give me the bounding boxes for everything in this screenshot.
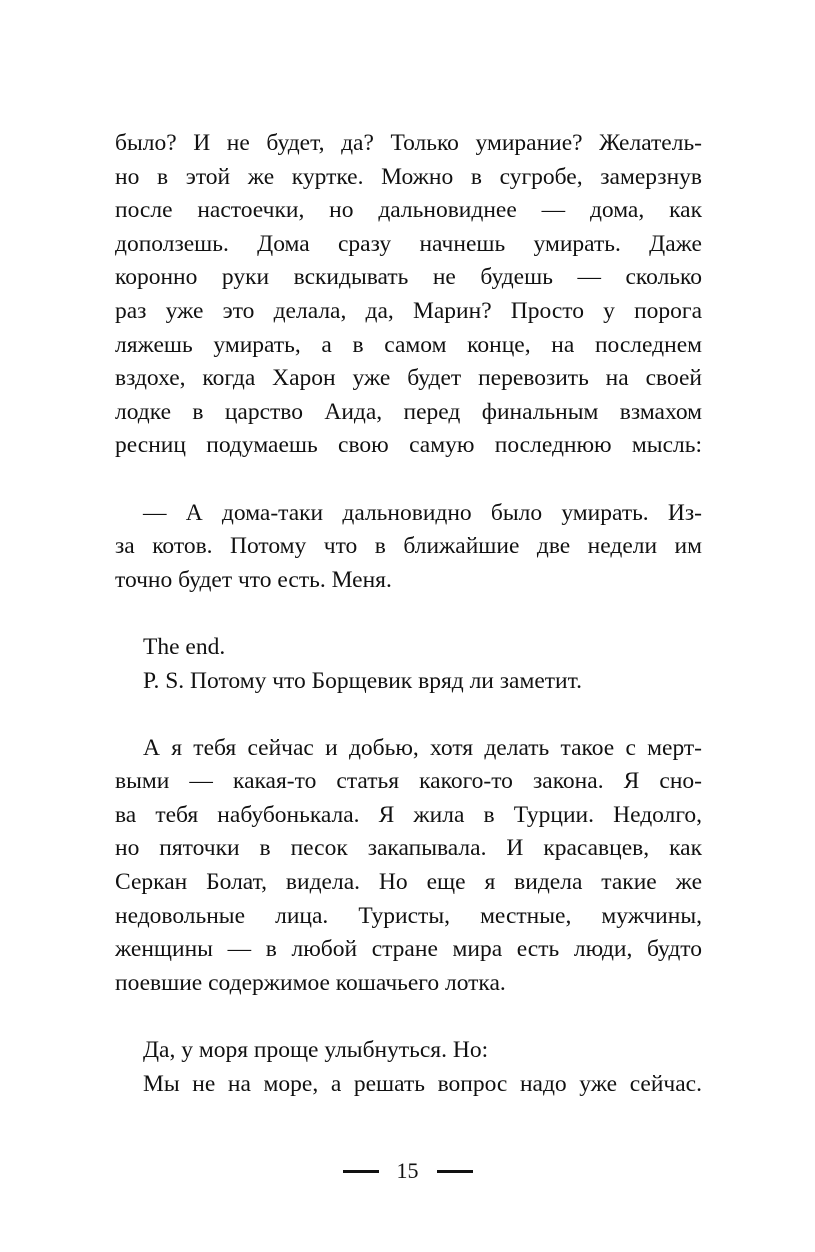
text-line: А я тебя сейчас и добью, хотя делать такое с мерт- (143, 734, 702, 761)
text-line: но пяточки в песок закапывала. И красавцев, как (115, 835, 702, 862)
text-line: выми — какая-то статья какого-то закона. Я сно- (115, 768, 702, 795)
text-line: после настоечки, но дальновиднее — дома, как (115, 197, 702, 224)
footer-dash-right (437, 1170, 473, 1173)
text-line: Серкан Болат, видела. Но еще я видела такие же (115, 869, 702, 896)
text-line: было? И не будет, да? Только умирание? Желатель- (115, 130, 702, 156)
text-line: ва тебя набубонькала. Я жила в Турции. Недолго, (115, 801, 702, 828)
text-line: — А дома-таки дальновидно было умирать. Из- (143, 499, 702, 526)
paragraph-gap (115, 698, 702, 732)
text-line: ресниц подумаешь свою самую последнюю мысль: (115, 432, 702, 459)
paragraph-1 (115, 127, 702, 463)
text-line: доползешь. Дома сразу начнешь умирать. Даже (115, 230, 702, 257)
paragraph-4 (115, 732, 702, 1001)
text-line: ляжешь умирать, а в самом конце, на последнем (115, 331, 702, 358)
paragraph-gap (115, 463, 702, 497)
text-line: The end. (143, 633, 226, 660)
paragraph-5 (115, 1034, 702, 1101)
paragraph-2 (115, 497, 702, 598)
text-line: коронно руки вскидывать не будешь — сколько (115, 264, 702, 291)
text-line: P. S. Потому что Борщевик вряд ли заметит. (143, 667, 582, 694)
text-line: точно будет что есть. Меня. (115, 566, 392, 593)
text-line: недовольные лица. Туристы, местные, мужчины, (115, 902, 702, 929)
footer-dash-left (343, 1170, 379, 1173)
text-line: женщины — в любой стране мира есть люди, будто (115, 936, 702, 963)
text-line: вздохе, когда Харон уже будет перевозить на своей (115, 365, 702, 392)
text-line: Да, у моря проще улыбнуться. Но: (143, 1037, 489, 1064)
page-footer (0, 1158, 815, 1184)
paragraph-3 (115, 631, 702, 698)
page-number: 15 (396, 1158, 419, 1183)
text-line: Мы не на море, а решать вопрос надо уже сейчас. (143, 1070, 702, 1097)
page-body (115, 127, 702, 1101)
text-line: лодке в царство Аида, перед финальным взмахом (115, 398, 702, 425)
text-line: раз уже это делала, да, Марин? Просто у порога (115, 297, 702, 324)
paragraph-gap (115, 1000, 702, 1034)
text-line: но в этой же куртке. Можно в сугробе, замерзнув (115, 163, 702, 190)
text-line: за котов. Потому что в ближайшие две недели им (115, 533, 702, 560)
paragraph-gap (115, 597, 702, 631)
text-line: поевшие содержимое кошачьего лотка. (115, 969, 506, 996)
